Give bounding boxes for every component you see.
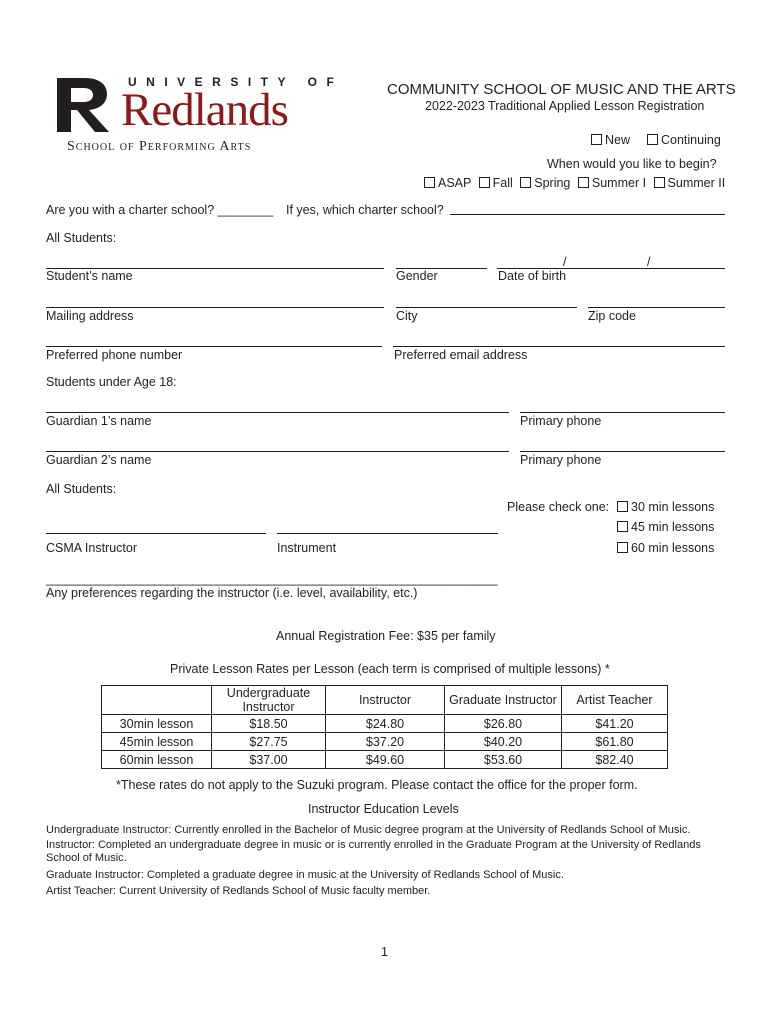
education-line: Artist Teacher: Current University of Redlands School of Music faculty member. bbox=[46, 885, 431, 897]
table-cell: 45min lesson bbox=[102, 733, 212, 751]
email-label: Preferred email address bbox=[394, 348, 528, 362]
guardian1-name-field[interactable] bbox=[46, 412, 509, 413]
gender-label: Gender bbox=[396, 269, 438, 283]
charter-followup: If yes, which charter school? bbox=[286, 203, 444, 217]
logo-main-text: Redlands bbox=[121, 84, 288, 136]
status-new-label: New bbox=[605, 133, 631, 147]
table-row bbox=[102, 715, 668, 733]
education-line: Undergraduate Instructor: Currently enrolled in the Bachelor of Music degree program at the University of Redlands School of Music. bbox=[46, 824, 691, 836]
phone-field[interactable] bbox=[46, 346, 382, 347]
checkbox-icon bbox=[617, 501, 628, 512]
table-cell: $49.60 bbox=[326, 751, 445, 769]
instrument-label: Instrument bbox=[277, 541, 337, 555]
checkbox-icon bbox=[520, 177, 531, 188]
annual-fee: Annual Registration Fee: $35 per family bbox=[276, 629, 496, 643]
dob-label: Date of birth bbox=[498, 269, 567, 283]
table-cell: $61.80 bbox=[562, 733, 668, 751]
logo-sub-text: School of Performing Arts bbox=[67, 139, 252, 154]
student-name-label: Student’s name bbox=[46, 269, 133, 283]
begin-spring-label: Spring bbox=[534, 176, 571, 190]
r-monogram-icon bbox=[55, 76, 123, 134]
table-cell: $41.20 bbox=[562, 715, 668, 733]
lesson-30-label: 30 min lessons bbox=[631, 500, 715, 514]
guardian1-phone-label: Primary phone bbox=[520, 414, 602, 428]
education-line: Graduate Instructor: Completed a graduate degree in music at the University of Redlands School of Music. bbox=[46, 869, 564, 881]
instructor-label: CSMA Instructor bbox=[46, 541, 137, 555]
guardian2-phone-field[interactable] bbox=[520, 451, 725, 452]
table-cell: $18.50 bbox=[212, 715, 326, 733]
table-cell: 30min lesson bbox=[102, 715, 212, 733]
lesson-option-30[interactable] bbox=[617, 501, 714, 514]
dob-separator-2: / bbox=[647, 255, 651, 269]
city-label: City bbox=[396, 309, 418, 323]
under18-heading: Students under Age 18: bbox=[46, 375, 177, 389]
checkbox-icon bbox=[647, 134, 658, 145]
table-header-cell: Instructor bbox=[326, 686, 445, 715]
table-cell: $27.75 bbox=[212, 733, 326, 751]
begin-summer1-label: Summer I bbox=[591, 176, 647, 190]
begin-fall-label: Fall bbox=[492, 176, 513, 190]
guardian2-name-field[interactable] bbox=[46, 451, 509, 452]
table-header-cell bbox=[102, 686, 212, 715]
all-students-heading-2: All Students: bbox=[46, 482, 117, 496]
guardian1-phone-field[interactable] bbox=[520, 412, 725, 413]
status-checkbox-continuing[interactable] bbox=[647, 134, 721, 147]
instructor-field[interactable] bbox=[46, 533, 266, 534]
guardian1-name-label: Guardian 1’s name bbox=[46, 414, 152, 428]
page-number: 1 bbox=[381, 945, 388, 959]
checkbox-icon bbox=[479, 177, 490, 188]
checkbox-icon bbox=[654, 177, 665, 188]
begin-checkbox-summer1[interactable] bbox=[578, 176, 646, 190]
guardian2-name-label: Guardian 2’s name bbox=[46, 453, 152, 467]
lesson-option-45[interactable] bbox=[617, 521, 714, 534]
form-subtitle: 2022-2023 Traditional Applied Lesson Registration bbox=[425, 99, 705, 113]
status-checkbox-new[interactable] bbox=[591, 134, 630, 147]
phone-label: Preferred phone number bbox=[46, 348, 183, 362]
checkbox-icon bbox=[617, 542, 628, 553]
rates-table bbox=[101, 685, 668, 769]
table-cell: $26.80 bbox=[445, 715, 562, 733]
checkbox-icon bbox=[617, 521, 628, 532]
begin-question: When would you like to begin? bbox=[547, 157, 717, 171]
mailing-address-label: Mailing address bbox=[46, 309, 134, 323]
begin-summer2-label: Summer II bbox=[667, 176, 726, 190]
form-title: COMMUNITY SCHOOL OF MUSIC AND THE ARTS bbox=[387, 81, 736, 98]
rates-caption: Private Lesson Rates per Lesson (each term is comprised of multiple lessons) * bbox=[170, 662, 610, 676]
logo-top-text: UNIVERSITY OF bbox=[128, 75, 344, 89]
table-header-cell: Undergraduate Instructor bbox=[212, 686, 326, 715]
checkbox-icon bbox=[578, 177, 589, 188]
table-cell: $37.00 bbox=[212, 751, 326, 769]
zip-field[interactable] bbox=[588, 307, 725, 308]
all-students-heading: All Students: bbox=[46, 231, 117, 245]
education-line: School of Music. bbox=[46, 852, 127, 864]
table-cell: 60min lesson bbox=[102, 751, 212, 769]
begin-checkbox-spring[interactable] bbox=[520, 176, 570, 190]
begin-checkbox-asap[interactable] bbox=[424, 176, 471, 190]
rates-note: *These rates do not apply to the Suzuki program. Please contact the office for the proper form. bbox=[116, 778, 638, 792]
table-header-row bbox=[102, 686, 668, 715]
city-field[interactable] bbox=[396, 307, 577, 308]
table-row bbox=[102, 751, 668, 769]
mailing-address-field[interactable] bbox=[46, 307, 384, 308]
education-title: Instructor Education Levels bbox=[308, 802, 459, 816]
preferences-label: Any preferences regarding the instructor (i.e. level, availability, etc.) bbox=[46, 586, 418, 600]
charter-question: Are you with a charter school? ________ bbox=[46, 203, 274, 217]
table-header-cell: Artist Teacher bbox=[562, 686, 668, 715]
preferences-field[interactable]: _______________________________________________________________________ bbox=[46, 572, 497, 586]
lesson-check-label: Please check one: bbox=[507, 500, 610, 514]
status-continuing-label: Continuing bbox=[661, 133, 721, 147]
lesson-60-label: 60 min lessons bbox=[631, 541, 715, 555]
table-cell: $37.20 bbox=[326, 733, 445, 751]
dob-separator-1: / bbox=[563, 255, 567, 269]
begin-checkbox-summer2[interactable] bbox=[654, 176, 726, 190]
table-row bbox=[102, 733, 668, 751]
education-line: Instructor: Completed an undergraduate degree in music or is currently enrolled in the Graduate Program at the University of Redlands bbox=[46, 839, 701, 851]
lesson-option-60[interactable] bbox=[617, 542, 714, 555]
begin-options bbox=[424, 177, 725, 190]
lesson-45-label: 45 min lessons bbox=[631, 520, 715, 534]
table-cell: $24.80 bbox=[326, 715, 445, 733]
charter-school-field[interactable] bbox=[450, 214, 725, 215]
table-cell: $40.20 bbox=[445, 733, 562, 751]
table-cell: $53.60 bbox=[445, 751, 562, 769]
zip-label: Zip code bbox=[588, 309, 636, 323]
table-header-cell: Graduate Instructor bbox=[445, 686, 562, 715]
checkbox-icon bbox=[591, 134, 602, 145]
email-field[interactable] bbox=[393, 346, 725, 347]
table-cell: $82.40 bbox=[562, 751, 668, 769]
begin-asap-label: ASAP bbox=[438, 176, 472, 190]
begin-checkbox-fall[interactable] bbox=[479, 176, 513, 190]
checkbox-icon bbox=[424, 177, 435, 188]
guardian2-phone-label: Primary phone bbox=[520, 453, 602, 467]
instrument-field[interactable] bbox=[277, 533, 498, 534]
